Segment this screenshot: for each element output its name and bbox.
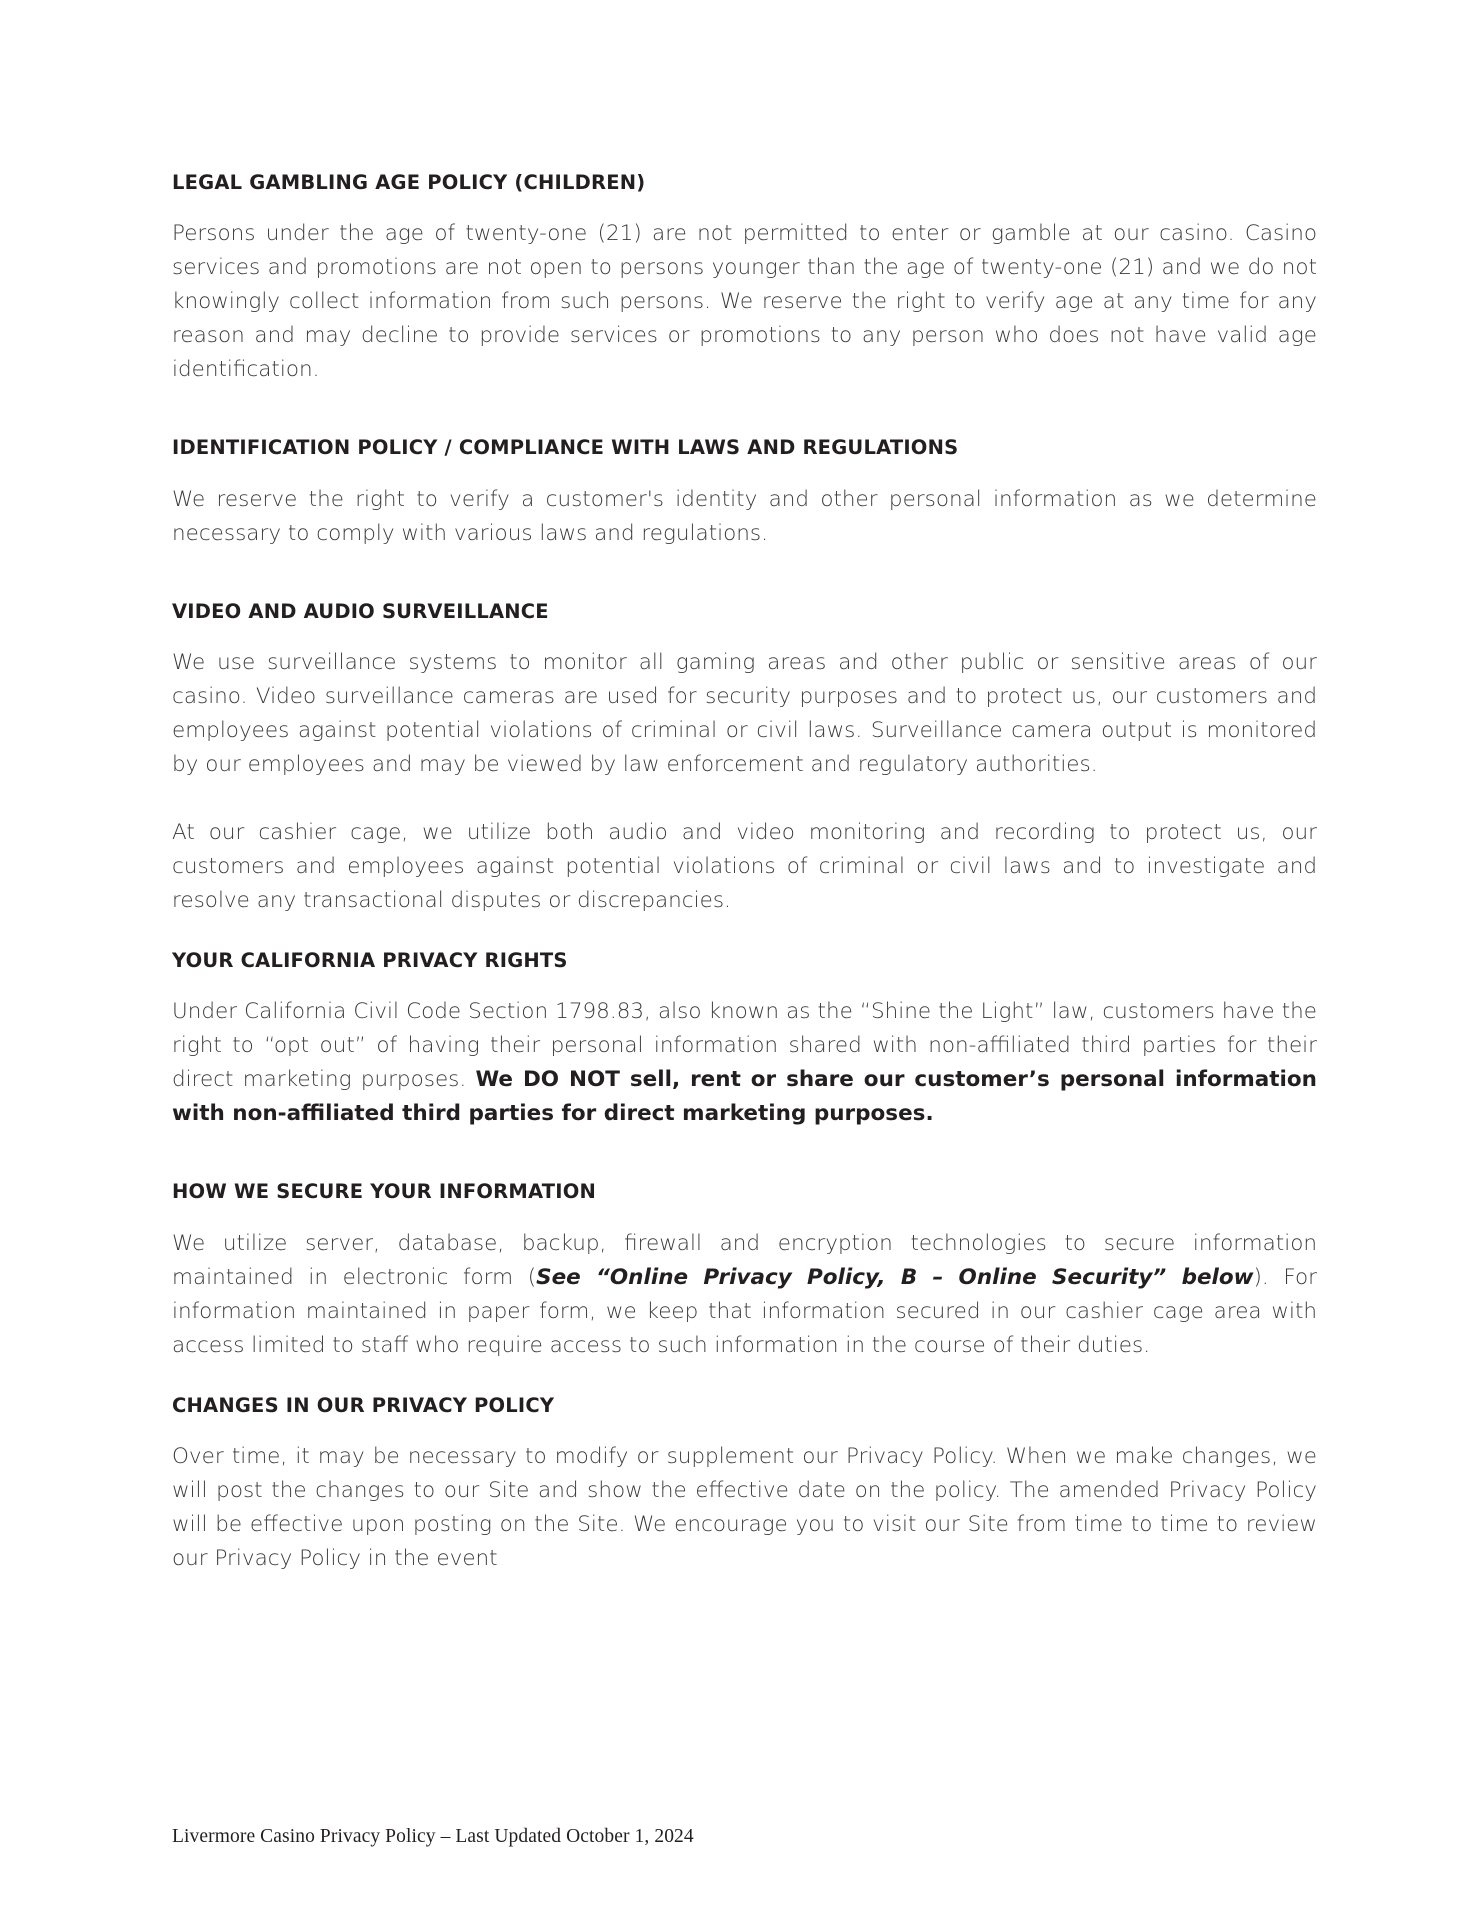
spacer: [172, 585, 1317, 599]
paragraph-cashier-cage-monitoring: At our cashier cage, we utilize both audio and video monitoring and recording to protect us, our customers and employees against potential violations of criminal or civil laws and to investigate and resolve any transactional disputes or discrepancies.: [172, 820, 1317, 914]
paragraph-changes-in-privacy-policy: Over time, it may be necessary to modify or supplement our Privacy Policy. When we make changes, we will post the changes to our Site and show the effective date on the policy. The amended Privacy Policy will be effective upon posting on the Site. We encourage you to visit our Site from time to time to review our Privacy Policy in the event: [172, 1444, 1317, 1572]
section-heading-legal-gambling-age: LEGAL GAMBLING AGE POLICY (CHILDREN): [172, 171, 646, 194]
secure-lead-text: We utilize server, database, backup, firewall and encryption technologies to secure information maintained in electronic form (: [172, 1230, 1317, 1290]
spacer: [172, 1165, 1317, 1179]
section-heading-california-privacy-rights: YOUR CALIFORNIA PRIVACY RIGHTS: [172, 949, 568, 973]
paragraph-identification-policy: We reserve the right to verify a customer's identity and other personal information as we determine necessary to comply with various laws and regulations.: [172, 486, 1317, 546]
paragraph-legal-gambling-age: Persons under the age of twenty-one (21) are not permitted to enter or gamble at our casino. Casino services and promotions are not open to persons younger than the age of twenty-one (21) and we do not knowingly collect information from such persons. We reserve the right to verify age at any time for any reason and may decline to provide services or promotions to any person who does not have valid age identification.: [172, 221, 1317, 383]
section-heading-how-we-secure-information: HOW WE SECURE YOUR INFORMATION: [172, 1180, 597, 1204]
page-footer: Livermore Casino Privacy Policy – Last Updated October 1, 2024: [172, 1826, 694, 1847]
section-heading-identification-policy: IDENTIFICATION POLICY / COMPLIANCE WITH LAWS AND REGULATIONS: [172, 436, 959, 460]
section-heading-changes-in-privacy-policy: CHANGES IN OUR PRIVACY POLICY: [172, 1393, 555, 1417]
section-heading-video-audio-surveillance: VIDEO AND AUDIO SURVEILLANCE: [172, 599, 549, 623]
paragraph-california-lead: Under California Civil Code Section 1798.83, also known as the “Shine the Light” law, customers have the right to “opt out” of having their personal information shared with non-affiliated third parties for their direct marketing purposes.: [172, 999, 1317, 1093]
paragraph-how-we-secure-information: [172, 1227, 1317, 1363]
paragraph-california-bold-statement: We DO NOT sell, rent or share our customer’s personal information with non-affiliated third parties for direct marketing purposes.: [172, 1067, 1317, 1127]
paragraph-surveillance-systems: We use surveillance systems to monitor all gaming areas and other public or sensitive areas of our casino. Video surveillance cameras are used for security purposes and to protect us, our customers and employees against potential violations of criminal or civil laws. Surveillance camera output is monitored by our employees and may be viewed by law enforcement and regulatory authorities.: [172, 650, 1317, 778]
document-body: [172, 170, 1317, 1576]
spacer: [172, 421, 1317, 435]
paragraph-california-privacy-rights: [172, 995, 1317, 1131]
secure-italic-reference: See “Online Privacy Policy, B – Online Security” below: [536, 1264, 1254, 1290]
secure-tail-text: ). For information maintained in paper form, we keep that information secured in our cashier cage area with access limited to staff who require access to such information in the course of their duties.: [172, 1264, 1318, 1358]
